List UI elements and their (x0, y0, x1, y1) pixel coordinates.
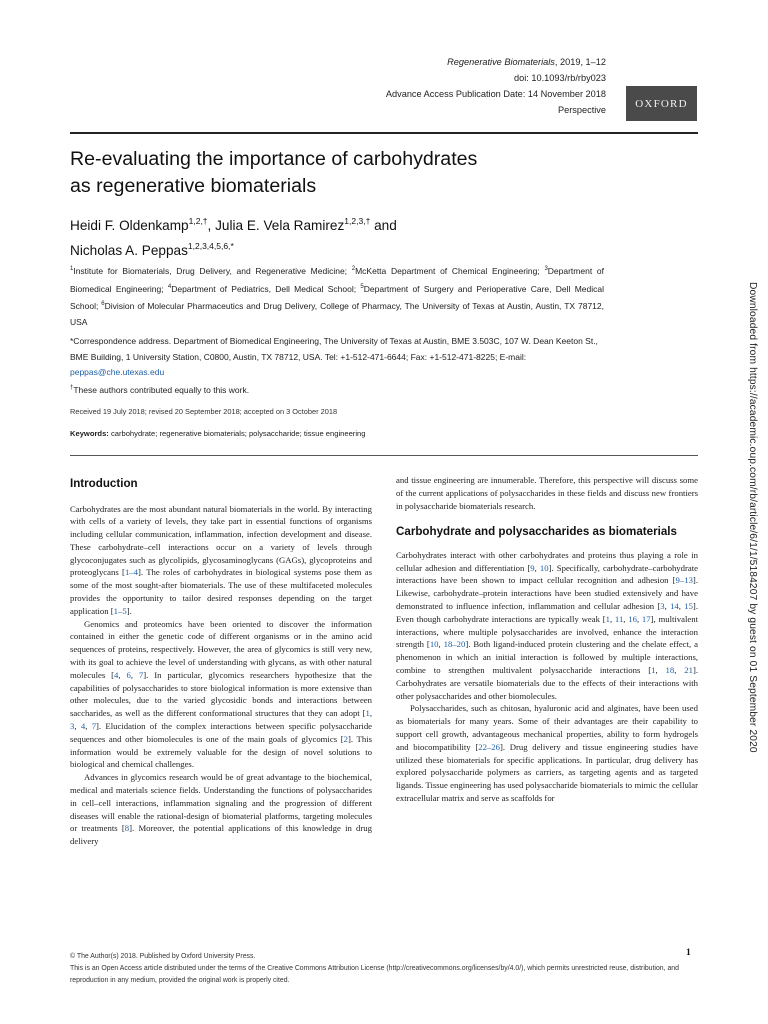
citation-link[interactable]: 18 (665, 665, 675, 676)
citation-link[interactable]: 8 (124, 823, 130, 834)
section-rule (70, 455, 698, 456)
citation-link[interactable]: 4 (80, 721, 86, 732)
section-heading-introduction: Introduction (70, 477, 138, 490)
page-number: 1 (686, 948, 691, 958)
right-column (396, 474, 698, 805)
affiliation-number: 4 (167, 283, 172, 290)
affiliations (70, 262, 604, 330)
citation-link[interactable]: 15 (684, 601, 693, 612)
author-2[interactable]: Julia E. Vela Ramirez (215, 218, 345, 233)
title-line-1: Re-evaluating the importance of carbohydrates (70, 148, 478, 170)
journal-info (266, 54, 606, 118)
citation-link[interactable]: 1 (365, 708, 370, 719)
citation-link[interactable]: 9–13 (675, 575, 693, 586)
affiliation-number: 3 (544, 266, 548, 272)
body-paragraph: Carbohydrates interact with other carbohydrates and proteins thus playing a role in cellular adhesion and differentiation [9, 10]. Specifically, carbohydrate–carbohydrate interactions have been shown to impact cellular recognition and adhesion [9–13]. Likewise, carbohydrate–protein interactions have been studied extensively and have demonstrated to influence infection, inflammation and cellular adhesion [3, 14, 15]. Even though carbohydrate interactions are typically weak [1, 11, 16, 17], multivalent interactions, where multiple polysaccharides are involved, enhance the interaction strength [10, 18–20]. Both ligand-induced protein clustering and the chelate effect, a phenomenon in which an initial interaction is followed by multiple interactions, combine to strengthen multivalent polysaccharide interactions [1, 18, 21]. Carbohydrates are versatile biomaterials due to the effects of their interactions with other polysaccharides and other biomolecules. (396, 549, 699, 701)
citation-link[interactable]: 18–20 (443, 639, 466, 650)
citation-link[interactable]: 7 (91, 721, 97, 732)
publication-date: Advance Access Publication Date: 14 November 2018 (385, 89, 606, 99)
citation-link[interactable]: 14 (670, 601, 679, 612)
citation-link[interactable]: 7 (138, 669, 144, 680)
author-2-affil: 1,2,3,† (344, 216, 371, 226)
keywords (70, 428, 604, 440)
keywords-label: Keywords: (70, 429, 109, 438)
affiliation-text: Department of Pediatrics, Dell Medical School; (171, 283, 361, 294)
header-rule (70, 132, 698, 134)
body-paragraph: Carbohydrates are the most abundant natural biomaterials in the world. By interacting with cells of a variety of levels, they take part in essential functions of organisms including cellular communication, inflammation, infection development and disease. These carbohydrate–cell interactions occur on a variety of levels through glycoconjugates such as glycolipids, glycosaminoglycans (GAGs), glycoproteins and proteoglycans [1–4]. The roles of carbohydrates in biological systems pose them as some of the most sought-after biomaterials. The use of these multifaceted molecules provides the opportunity to tailor desired responses depending on the target application [1–5]. (70, 503, 372, 616)
equal-contribution-note: These authors contributed equally to this work. (73, 384, 250, 395)
author-1-affil: 1,2,† (188, 216, 208, 226)
equal-contribution-mark: † (70, 384, 74, 391)
body-paragraph: and tissue engineering are innumerable. Therefore, this perspective will discuss some of the current applications of polysaccharides in these fields and discuss new frontiers in polysaccharide biomaterials research. (396, 475, 698, 511)
left-column (70, 471, 372, 848)
citation-link[interactable]: 1 (651, 665, 656, 676)
author-conjunction: and (374, 218, 397, 233)
affiliation-text: Department of Surgery and Perioperative Care, Dell Medical School; (70, 283, 604, 311)
author-3[interactable]: Nicholas A. Peppas (70, 243, 188, 258)
citation-link[interactable]: 3 (660, 601, 665, 612)
journal-year-pages: , 2019, 1–12 (554, 57, 606, 67)
body-paragraph: Polysaccharides, such as chitosan, hyaluronic acid and alginates, have been used as biomaterials for many years. Some of their advantages are their capability to support cell growth, advantageous mechanical properties, ability to form hydrogels and biocompatibility [22–26]. Drug delivery and tissue engineering studies have utilized these biomaterials for specific applications. In particular, drug delivery has explored polysaccharide polymers as carriers, as targeting agents and as targeted ligands. Tissue engineering has used polysaccharide biomaterials to mimic the cellular extracellular matrix and serve as scaffolds for (396, 703, 698, 804)
download-note[interactable]: Downloaded from https://academic.oup.com/rb/article/6/1/1/5184207 by guest on 01 September 2020 (747, 282, 758, 753)
doi[interactable]: doi: 10.1093/rb/rby023 (514, 73, 606, 83)
affiliation-number: 1 (70, 266, 74, 272)
journal-name: Regenerative Biomaterials (447, 57, 555, 67)
correspondence (70, 334, 604, 398)
author-1[interactable]: Heidi F. Oldenkamp (70, 218, 189, 233)
article-type: Perspective (557, 105, 606, 115)
citation-link[interactable]: 11 (614, 613, 624, 624)
citation-link[interactable]: 2 (343, 733, 348, 744)
correspondence-address: *Correspondence address. Department of Biomedical Engineering, The University of Texas at Austin, BME 3.503C, 107 W. Dean Keeton St., BME Building, 1 University Station, C0800, Austin, TX 78712, USA. Tel: +1-512-471-6644; Fax: +1-512-471-8225; E-mail: (70, 336, 598, 362)
author-list: Heidi F. Oldenkamp$^{1,2,\dagger}$, Julia E. Vela Ramirez$^{1,2,3,\dagger}$ and Nicholas A. Peppas$^{1,2,3,4,5,6,*}$ (70, 216, 397, 258)
citation-link[interactable]: 1 (605, 613, 610, 624)
citation-link[interactable]: 1–4 (124, 567, 138, 578)
oxford-logo[interactable]: OXFORD (626, 86, 697, 121)
download-sidebar (745, 282, 759, 972)
article-title (70, 146, 690, 200)
citation-link[interactable]: 16 (628, 613, 637, 624)
affiliation-text: McKetta Department of Chemical Engineering; (355, 266, 545, 276)
affiliation-number: 5 (360, 283, 364, 290)
citation-link[interactable]: 10 (539, 562, 549, 573)
title-line-2: as regenerative biomaterials (70, 175, 317, 197)
citation-link[interactable]: 17 (641, 613, 651, 624)
affiliation-text: Division of Molecular Pharmaceutics and Drug Delivery, College of Pharmacy, The University of Texas at Austin, Austin, TX 78712, USA (70, 301, 604, 327)
citation-link[interactable]: 6 (126, 669, 131, 680)
citation-link[interactable]: 9 (530, 562, 535, 573)
copyright-line: © The Author(s) 2018. Published by Oxford University Press. (70, 953, 256, 960)
citation-link[interactable]: 21 (684, 665, 693, 676)
affiliation-text: Institute for Biomaterials, Drug Delivery, and Regenerative Medicine; (73, 266, 352, 276)
citation-link[interactable]: 3 (70, 721, 75, 732)
section-heading-carbohydrates: Carbohydrate and polysaccharides as biomaterials (396, 525, 677, 539)
citation-link[interactable]: 22–26 (478, 741, 500, 752)
author-3-affil: 1,2,3,4,5,6, (187, 241, 231, 251)
citation-link[interactable]: 4 (114, 669, 119, 680)
corresponding-mark: * (230, 241, 234, 251)
received-dates: Received 19 July 2018; revised 20 September 2018; accepted on 3 October 2018 (70, 407, 338, 416)
email-link[interactable]: peppas@che.utexas.edu (70, 367, 165, 377)
keywords-list: carbohydrate; regenerative biomaterials; polysaccharide; tissue engineering (108, 429, 366, 438)
affiliation-text: Department of Biomedical Engineering; (70, 266, 604, 294)
citation-link[interactable]: 1–5 (113, 605, 127, 616)
footer-license (70, 951, 698, 988)
body-paragraph: Advances in glycomics research would be of great advantage to the biochemical, medical and materials science fields. Understanding the functions of polysaccharides in cell–cell interactions, inflammation signaling and the progression of different diseases will enable the rational-design of biomaterial platforms, targeting molecules or treatments [8]. Moreover, the potential applications of this knowledge in drug delivery (70, 772, 372, 847)
citation-link[interactable]: 10 (429, 639, 439, 650)
affiliation-number: 2 (351, 266, 356, 272)
body-paragraph: Genomics and proteomics have been oriented to discover the information contained in either the genetic code of different organisms or in the amino acid sequences of proteins, respectively. However, the area of glycomics is still very new, with its goal to achieve the level of understanding with glycans, as with other natural molecules [4, 6, 7]. In particular, glycomics researchers hypothesize that the capabilities of polysaccharides to store biological information is more extensive than other molecules, due to the varied glycosidic bonds and interactions between saccharides, as well as the different conformational structures that they can adopt [1, 3, 4, 7]. Elucidation of the complex interactions between specific polysaccharide sequences and other biomolecules is one of the main goals of glycomics [2]. This information would be extremely valuable for the design of novel solutions to biological and chemical challenges. (70, 618, 373, 770)
license-text: This is an Open Access article distributed under the terms of the Creative Commons Attribution License (http://creativecommons.org/licenses/by/4.0/), which permits unrestricted reuse, distribution, and reproduction in any medium, provided the original work is properly cited. (70, 965, 679, 985)
affiliation-number: 6 (101, 301, 105, 307)
